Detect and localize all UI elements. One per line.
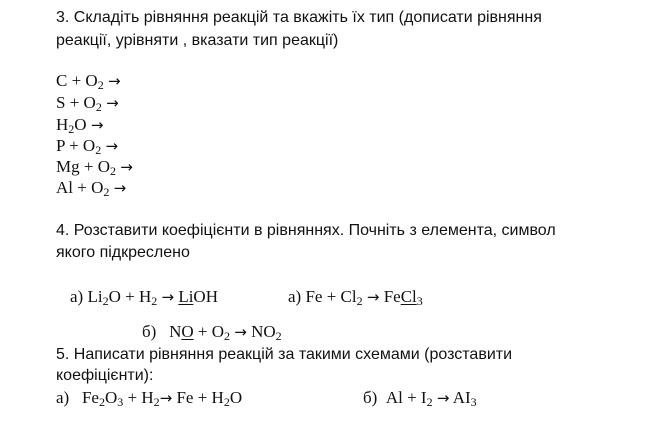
equation-li2o-h2: а) $Li_2O + H_2$ → LiOH [70,287,218,308]
task3-heading-line1: 3. Складіть рівняння реакцій та вкажіть їх тип (дописати рівняння [56,9,542,26]
equation-al-o2: $Al + O_2$ → [56,178,127,199]
equation-mg-o2: $Mg + O_2$ → [56,157,133,178]
task5-heading-line1: 5. Написати рівняння реакцій за такими схемами (розставити [56,346,513,363]
task3-heading-line2: реакції, урівняти , вказати тип реакції) [56,32,339,49]
arrow-icon: → [90,116,104,134]
equation-no-o2: б) NO + $O_2 \to NO_2$ [142,322,282,343]
equation-s-o2: $S + O_2$ → [56,93,119,114]
arrow-icon: → [161,288,175,306]
equation-fe-cl2: а) $Fe + Cl_2$ → FeCl$_3$ [288,287,423,308]
equation-fe2o3-h2: а) $Fe_2O_3 + H_2\to Fe + H_2O$ [56,388,243,409]
arrow-icon: → [366,288,380,306]
arrow-icon: → [436,389,450,407]
underlined-element: Li [178,287,194,306]
underlined-element: $Cl_3$ [400,287,423,308]
arrow-icon: → [159,389,173,407]
equation-al-i2: б) $Al + I_2 \to AI_3$ [363,388,477,409]
arrow-icon: → [234,323,247,341]
arrow-icon: → [120,158,133,176]
arrow-icon: → [107,72,121,90]
arrow-icon: → [113,179,127,197]
equation-p-o2: $P + O_2$ → [56,136,119,157]
task4-heading-line2: якого підкреслено [56,244,190,261]
arrow-icon: → [105,137,119,155]
task5-heading-line2: коефіцієнти): [56,367,154,384]
arrow-icon: → [106,94,119,112]
task4-heading-line1: 4. Розставити коефіцієнти в рівняннях. Почніть з елемента, символ [56,222,556,239]
equation-c-o2: $C + O_2$ → [56,71,121,92]
underlined-element: O [181,322,194,341]
equation-h2o: $H_2O$ → [56,115,104,136]
